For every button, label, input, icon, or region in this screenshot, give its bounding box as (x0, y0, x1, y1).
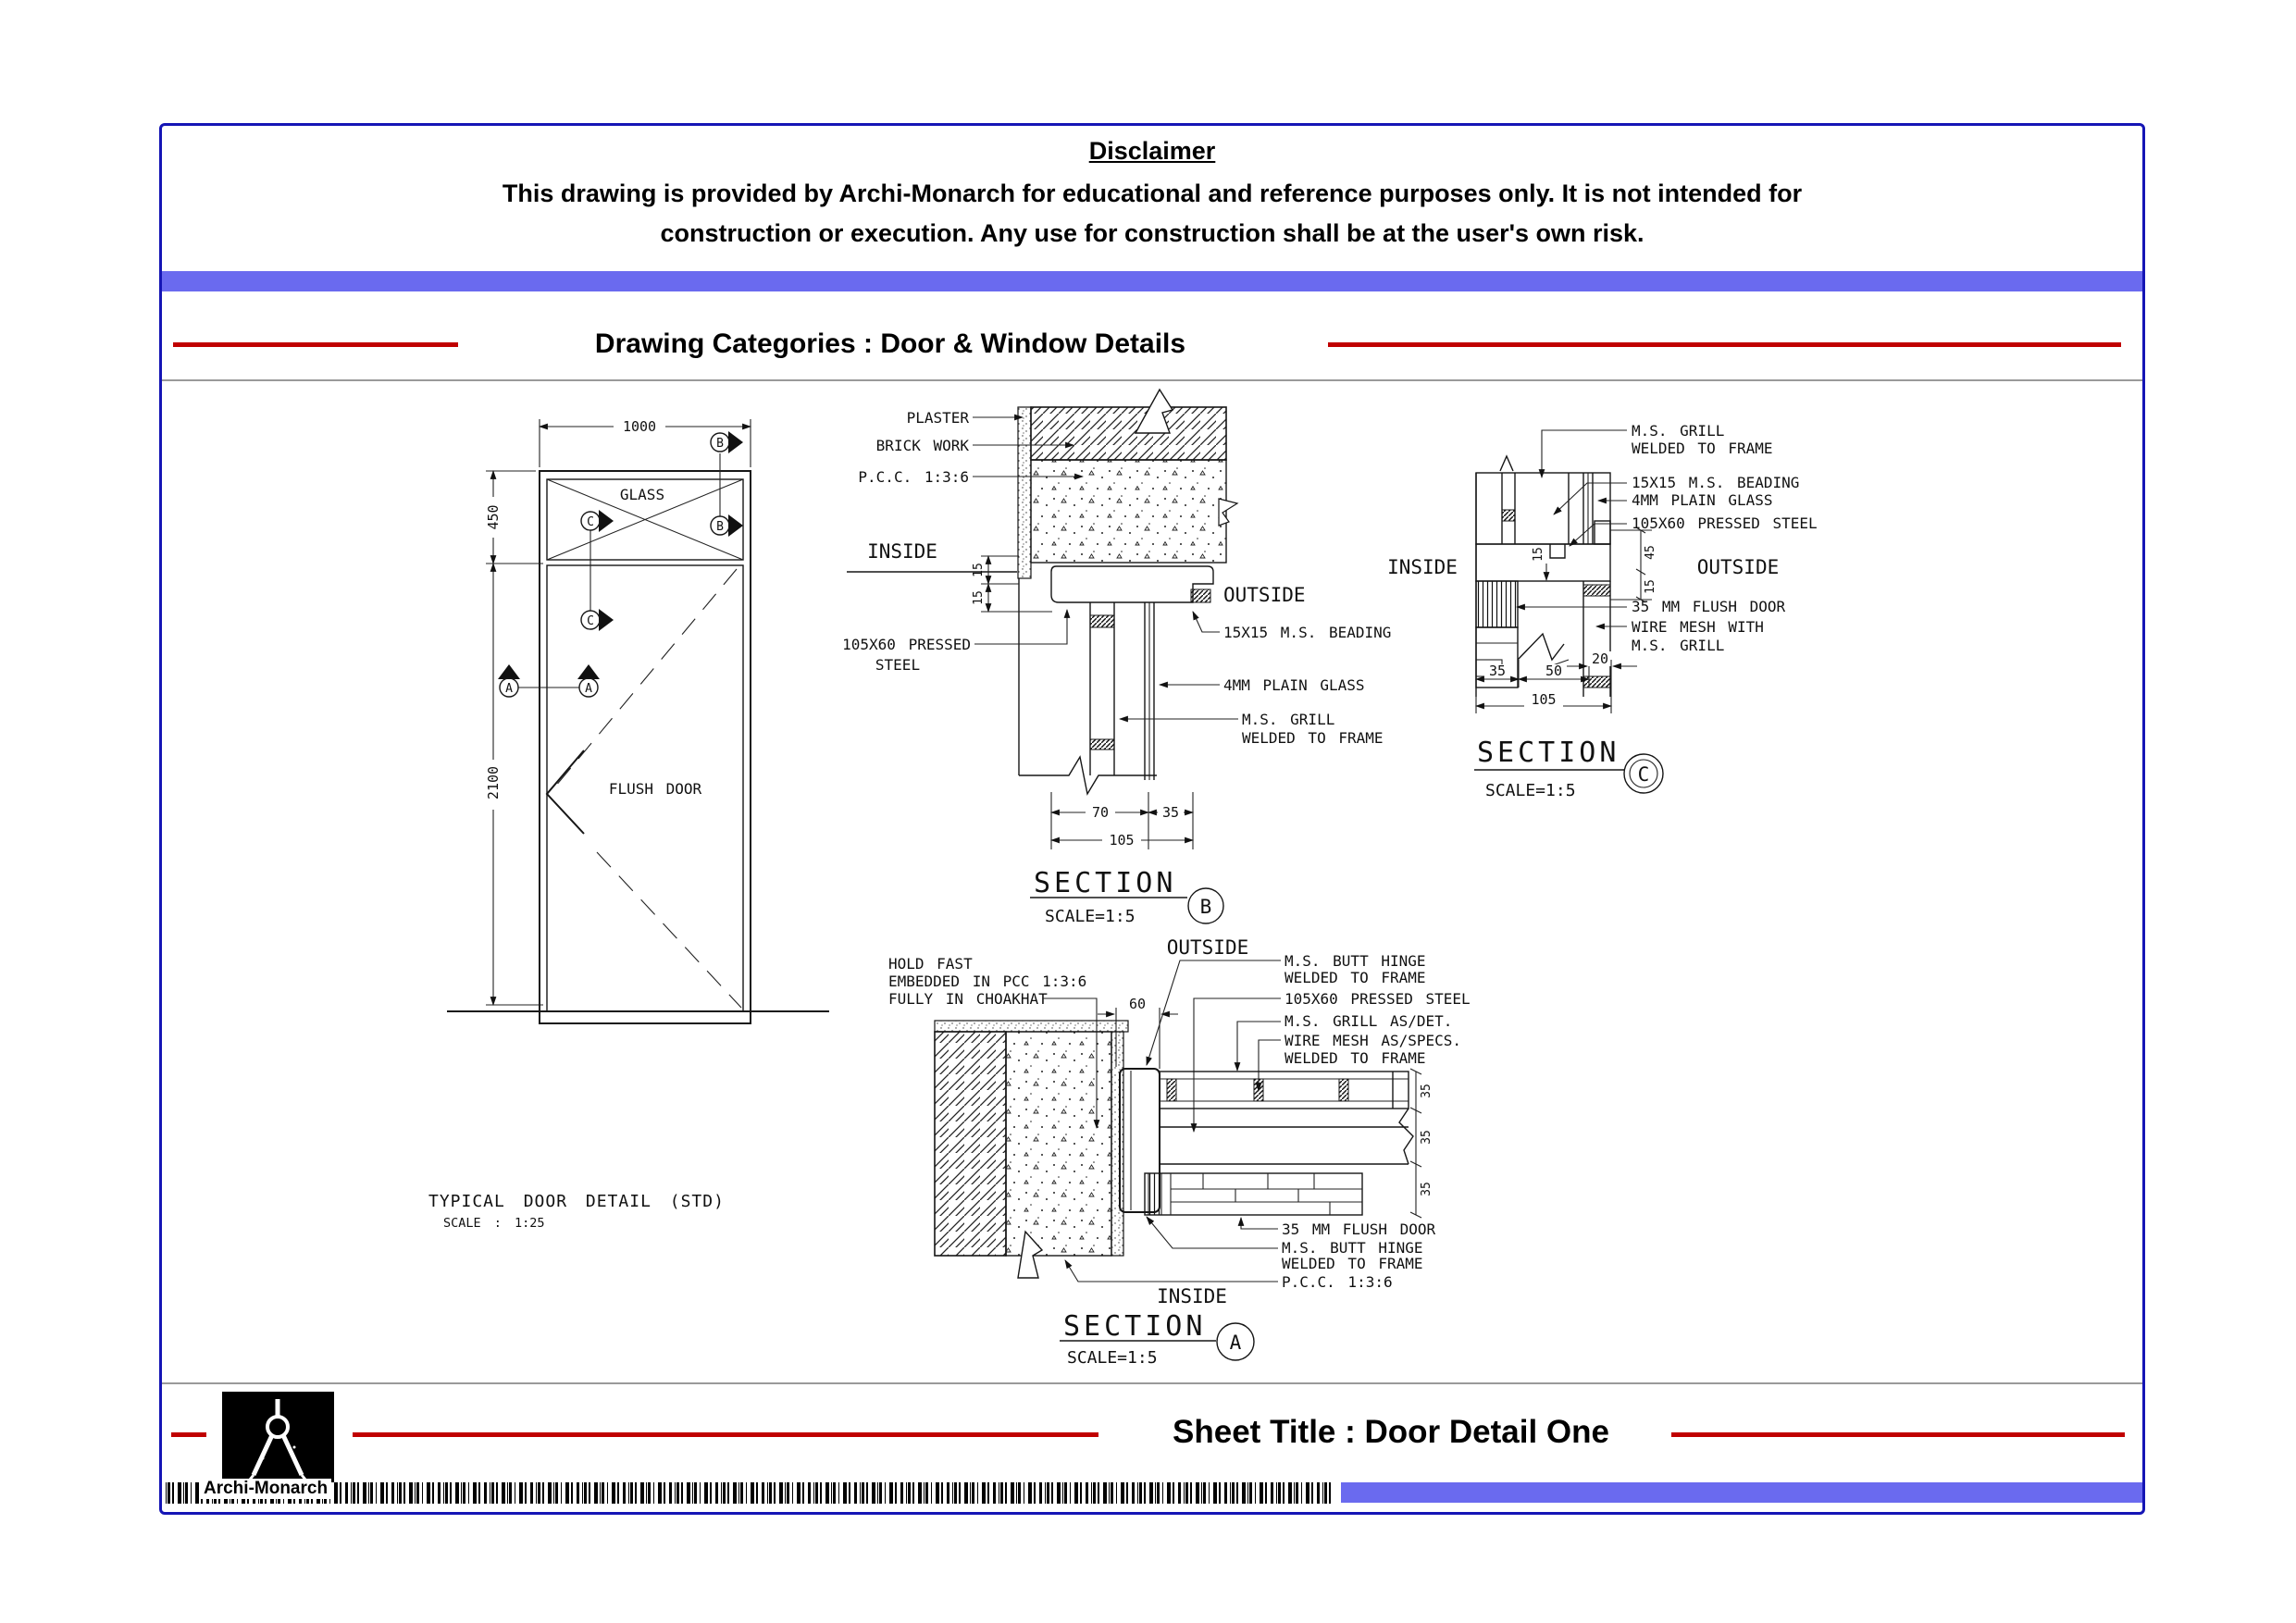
section-a-title: SECTION (1063, 1310, 1207, 1343)
footer-rule-left (353, 1432, 1098, 1437)
section-c-label-grill-2: WELDED TO FRAME (1632, 440, 1773, 457)
disclaimer-line-2: construction or execution. Any use for construction shall be at the user's own risk. (660, 219, 1644, 247)
section-a-label-inside: INSIDE (1157, 1285, 1227, 1307)
svg-text:A: A (505, 682, 513, 696)
section-c-dim-20: 20 (1591, 650, 1609, 667)
section-c-dim-105: 105 (1531, 691, 1557, 708)
section-b-dim-15b: 15 (972, 590, 986, 605)
section-c-dim-50: 50 (1545, 663, 1563, 679)
heading-divider (162, 379, 2142, 381)
brand-label: Archi-Monarch (200, 1479, 331, 1499)
elevation-drawing (428, 418, 829, 1231)
elevation-scale-note: SCALE : 1:25 (443, 1216, 545, 1231)
section-b-drawing (842, 390, 1391, 926)
section-b-dim-15a: 15 (972, 563, 986, 577)
section-a-label-wire-1: WIRE MESH AS/SPECS. (1285, 1032, 1462, 1049)
section-c-marker: C (1637, 763, 1650, 786)
footer-rule-dash (171, 1432, 206, 1437)
disclaimer-title: Disclaimer (1088, 137, 1216, 165)
section-a-label-hinge-4: WELDED TO FRAME (1282, 1255, 1423, 1272)
section-a-label-holdfast-1: HOLD FAST (888, 955, 973, 973)
section-c-label-pressed: 105X60 PRESSED STEEL (1632, 514, 1818, 532)
section-a-label-outside: OUTSIDE (1166, 936, 1249, 959)
section-b-scale: SCALE=1:5 (1045, 907, 1136, 926)
section-a-dim-60: 60 (1128, 996, 1147, 1012)
section-b-label-inside: INSIDE (867, 540, 937, 563)
elevation-dim-width: 1000 (622, 418, 657, 435)
elevation-dim-glass-height: 450 (485, 504, 502, 530)
section-c-scale: SCALE=1:5 (1485, 781, 1576, 800)
svg-text:B: B (716, 437, 724, 451)
svg-text:B: B (716, 520, 724, 534)
section-c-dim-35: 35 (1488, 663, 1507, 679)
section-marker-a-door (577, 664, 600, 697)
section-b-label-plaster: PLASTER (906, 409, 969, 427)
section-a-label-hinge-1: M.S. BUTT HINGE (1285, 952, 1426, 970)
barcode (166, 1482, 1334, 1504)
section-b-dim-70: 70 (1091, 804, 1110, 821)
section-a-label-pcc: P.C.C. 1:3:6 (1282, 1273, 1393, 1291)
section-b-dim-105: 105 (1109, 832, 1135, 849)
section-c-dim-15b: 15 (1644, 579, 1657, 594)
section-a-label-hinge-3: M.S. BUTT HINGE (1282, 1239, 1423, 1257)
section-c-label-grill-1: M.S. GRILL (1632, 422, 1725, 440)
section-c-drawing (1387, 422, 1818, 800)
section-a-scale: SCALE=1:5 (1067, 1348, 1158, 1368)
section-c-label-glass: 4MM PLAIN GLASS (1632, 491, 1773, 509)
elevation-door-label: FLUSH DOOR (608, 780, 702, 798)
elevation-glass-label: GLASS (619, 486, 665, 503)
section-b-label-outside: OUTSIDE (1223, 584, 1306, 606)
section-marker-b-top (711, 431, 743, 516)
section-b-label-pressed-2: STEEL (875, 656, 921, 674)
heading-rule-left (173, 342, 458, 347)
section-a-label-hinge-2: WELDED TO FRAME (1285, 969, 1426, 986)
break-symbol (1219, 499, 1237, 526)
section-c-label-outside: OUTSIDE (1696, 556, 1780, 578)
elevation-dim-door-height: 2100 (485, 765, 502, 800)
section-a-label-pressed: 105X60 PRESSED STEEL (1285, 990, 1471, 1008)
section-a-label-holdfast-3: FULLY IN CHOAKHAT (888, 990, 1048, 1008)
section-b-title: SECTION (1034, 867, 1177, 899)
footer-accent-bar (1341, 1482, 2142, 1503)
footer-divider (162, 1382, 2142, 1384)
section-c-label-beading: 15X15 M.S. BEADING (1632, 474, 1800, 491)
section-b-label-pressed-1: 105X60 PRESSED (842, 636, 971, 653)
section-c-label-wire-1: WIRE MESH WITH (1632, 618, 1764, 636)
cad-drawing-area (162, 382, 2142, 1419)
category-heading: Drawing Categories : Door & Window Details (594, 328, 1186, 359)
section-b-label-brick: BRICK WORK (875, 437, 969, 454)
top-accent-bar (162, 271, 2142, 291)
section-b-label-pcc: P.C.C. 1:3:6 (858, 468, 969, 486)
section-marker-c-door (581, 609, 614, 631)
section-a-dim-35c: 35 (1420, 1182, 1433, 1196)
section-a-label-flush: 35 MM FLUSH DOOR (1282, 1220, 1436, 1238)
section-b-label-glass: 4MM PLAIN GLASS (1223, 676, 1365, 694)
section-a-label-holdfast-2: EMBEDDED IN PCC 1:3:6 (888, 973, 1087, 990)
section-a-dim-35b: 35 (1420, 1130, 1433, 1145)
section-a-label-wire-2: WELDED TO FRAME (1285, 1049, 1426, 1067)
section-b-label-grill-2: WELDED TO FRAME (1242, 729, 1384, 747)
svg-text:C: C (587, 614, 594, 628)
section-b-marker: B (1199, 896, 1212, 918)
svg-text:A: A (585, 682, 592, 696)
drawing-sheet (159, 123, 2145, 1515)
section-b-label-beading: 15X15 M.S. BEADING (1223, 624, 1392, 641)
section-b-label-grill-1: M.S. GRILL (1242, 711, 1335, 728)
section-c-dim-45: 45 (1644, 545, 1657, 560)
section-marker-b-glass (711, 514, 743, 537)
compass-icon (222, 1392, 334, 1482)
section-c-label-inside: INSIDE (1387, 556, 1458, 578)
archi-monarch-logo (222, 1392, 334, 1482)
section-a-dim-35a: 35 (1420, 1084, 1433, 1098)
section-c-label-wire-2: M.S. GRILL (1632, 637, 1725, 654)
section-c-title: SECTION (1477, 737, 1620, 769)
section-a-marker: A (1229, 1332, 1242, 1354)
section-b-dim-35: 35 (1161, 804, 1180, 821)
sheet-title: Sheet Title : Door Detail One (1173, 1414, 1609, 1450)
section-a-drawing (888, 936, 1471, 1368)
heading-rule-right (1328, 342, 2121, 347)
footer-rule-right (1671, 1432, 2125, 1437)
elevation-caption: TYPICAL DOOR DETAIL (STD) (428, 1192, 725, 1211)
svg-text:C: C (587, 515, 594, 529)
section-a-label-grill: M.S. GRILL AS/DET. (1285, 1012, 1453, 1030)
section-c-label-flush: 35 MM FLUSH DOOR (1632, 598, 1786, 615)
section-c-dim-15: 15 (1532, 547, 1545, 562)
disclaimer-line-1: This drawing is provided by Archi-Monarch for educational and reference purposes only. It is not intended for (502, 180, 1803, 207)
